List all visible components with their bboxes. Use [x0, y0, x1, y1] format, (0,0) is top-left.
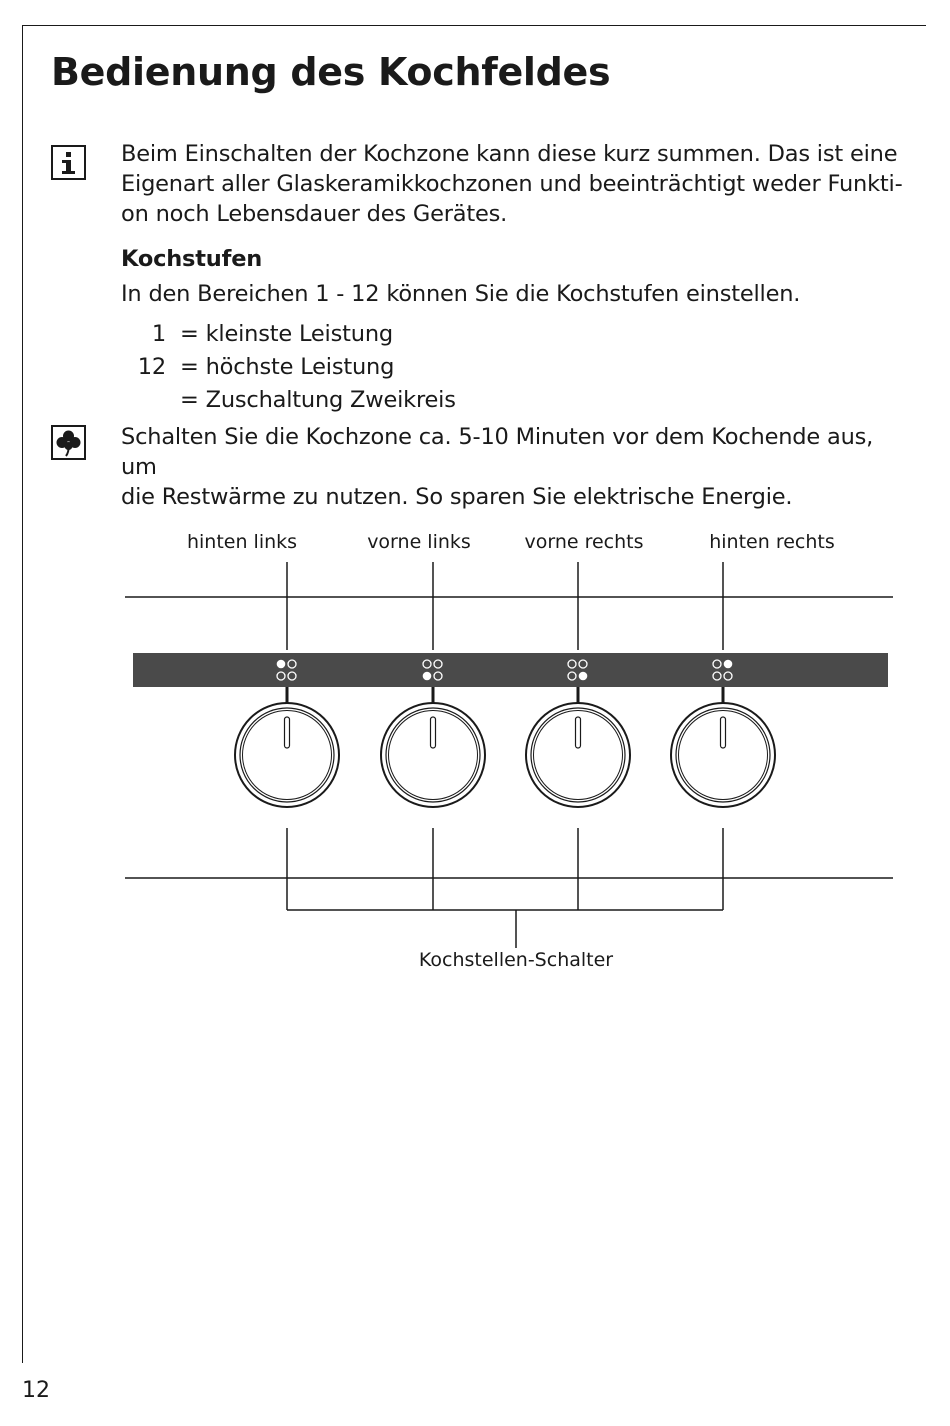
level-description: = kleinste Leistung — [180, 321, 393, 347]
kochstufen-heading: Kochstufen — [121, 246, 263, 272]
energy-line: Schalten Sie die Kochzone ca. 5-10 Minuten vor dem Kochende aus, um — [121, 424, 874, 480]
zone-label: vorne links — [367, 531, 471, 553]
zone-label: hinten links — [186, 531, 298, 553]
info-line: on noch Lebensdauer des Gerätes. — [121, 201, 508, 227]
level-description: = Zuschaltung Zweikreis — [180, 387, 456, 413]
page-title: Bedienung des Kochfeldes — [51, 50, 611, 94]
switch-bracket — [287, 828, 723, 948]
zone-leader-lines — [287, 562, 723, 650]
knob-hinten-links[interactable] — [235, 703, 339, 807]
energy-line: die Restwärme zu nutzen. So sparen Sie elektrische Energie. — [121, 484, 793, 510]
knob-connectors — [287, 687, 723, 704]
control-strip — [133, 653, 888, 687]
page-number: 12 — [22, 1378, 50, 1403]
info-line: Beim Einschalten der Kochzone kann diese kurz summen. Das ist eine — [121, 141, 898, 167]
level-number: 12 — [137, 354, 166, 380]
info-line: Eigenart aller Glaskeramikkochzonen und beeinträchtigt weder Funkti- — [121, 171, 903, 197]
level-description: = höchste Leistung — [180, 354, 395, 380]
knob-vorne-links[interactable] — [381, 703, 485, 807]
knob-vorne-rechts[interactable] — [526, 703, 630, 807]
zone-label: hinten rechts — [709, 531, 835, 553]
kochstufen-intro: In den Bereichen 1 - 12 können Sie die Kochstufen einstellen. — [121, 281, 801, 307]
switch-label: Kochstellen-Schalter — [418, 949, 614, 971]
knob-hinten-rechts[interactable] — [671, 703, 775, 807]
level-number: 1 — [151, 321, 166, 347]
zone-label: vorne rechts — [524, 531, 644, 553]
